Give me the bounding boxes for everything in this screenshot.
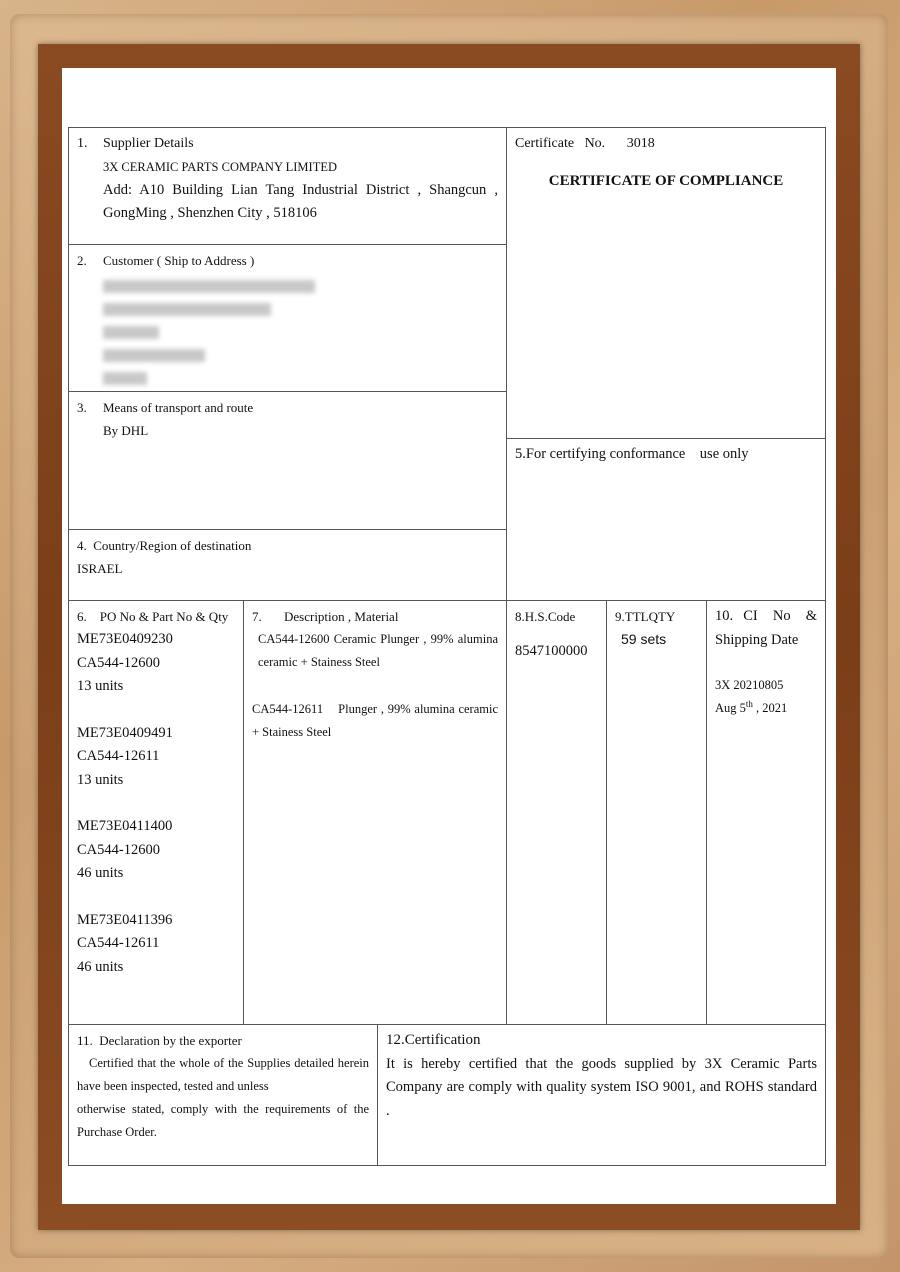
certificate-number-label: Certificate No. [515, 136, 606, 151]
total-qty-value: 59 sets [621, 631, 667, 647]
po-item [77, 909, 235, 980]
conformance-heading: 5.For certifying conformance use only [515, 446, 749, 462]
po-item [77, 722, 235, 793]
destination-heading: 4. Country/Region of destination [77, 538, 252, 553]
total-qty-heading: 9.TTLQTY [615, 609, 676, 624]
hs-code-value: 8547100000 [515, 643, 588, 659]
section-number: 2. [77, 253, 87, 268]
conformance-section [506, 438, 826, 601]
part-number: CA544-12611 [77, 935, 160, 951]
section-number: 7. [252, 609, 262, 624]
part-qty: 46 units [77, 958, 124, 975]
total-qty-column [606, 600, 707, 1025]
part-qty: 13 units [77, 771, 124, 788]
declaration-text: otherwise stated, comply with the requirements of the Purchase Order. [77, 1102, 369, 1139]
part-qty: 13 units [77, 678, 124, 694]
certificate-document [62, 68, 836, 1204]
redacted-line [103, 280, 315, 293]
supplier-company: 3X CERAMIC PARTS COMPANY LIMITED [103, 159, 338, 174]
description-heading: Description , Material [284, 609, 399, 624]
ci-number: 3X 20210805 [715, 678, 784, 692]
destination-value: ISRAEL [77, 561, 123, 576]
po-column [68, 600, 244, 1025]
certificate-section [506, 127, 826, 439]
declaration-heading: 11. Declaration by the exporter [77, 1033, 242, 1048]
customer-heading: Customer ( Ship to Address ) [103, 253, 255, 268]
certification-heading: 12.Certification [386, 1032, 481, 1048]
certificate-title: CERTIFICATE OF COMPLIANCE [548, 172, 784, 189]
supplier-section [68, 127, 507, 245]
po-number: ME73E0411400 [77, 818, 173, 834]
hs-code-column [506, 600, 607, 1025]
supplier-heading: Supplier Details [103, 136, 194, 151]
po-heading: 6. PO No & Part No & Qty [77, 609, 229, 624]
po-item [77, 628, 235, 699]
part-number: CA544-12611 [77, 748, 160, 764]
customer-address-redacted [77, 280, 498, 385]
section-number: 1. [77, 136, 88, 151]
ci-shipping-column [706, 600, 826, 1025]
po-item [77, 815, 235, 886]
customer-section [68, 244, 507, 392]
section-number: 3. [77, 400, 87, 415]
destination-section [68, 529, 507, 601]
redacted-line [103, 372, 147, 385]
declaration-section [68, 1024, 378, 1166]
transport-section [68, 391, 507, 530]
po-number: ME73E0409230 [77, 631, 173, 647]
description-item: CA544-12600 Ceramic Plunger , 99% alumina ceramic + Stainess Steel [258, 632, 502, 669]
po-number: ME73E0411396 [77, 911, 173, 928]
supplier-address: Add: A10 Building Lian Tang Industrial District , Shangcun , GongMing , Shenzhen City , 518106 [103, 181, 498, 221]
shipping-date: Aug 5th , 2021 [715, 698, 788, 715]
redacted-line [103, 326, 159, 339]
po-number: ME73E0409491 [77, 724, 173, 741]
ci-heading: 10. CI No & Shipping Date [715, 608, 828, 648]
certification-section [377, 1024, 826, 1166]
part-qty: 46 units [77, 865, 124, 881]
transport-heading: Means of transport and route [103, 400, 254, 415]
part-number: CA544-12600 [77, 841, 160, 858]
hs-code-heading: 8.H.S.Code [515, 609, 576, 624]
certificate-number: 3018 [626, 136, 655, 151]
transport-value: By DHL [103, 423, 149, 438]
redacted-line [103, 303, 271, 316]
certification-text: It is hereby certified that the goods supplied by 3X Ceramic Parts Company are comply with quality system ISO 9001, and ROHS standard . [386, 1055, 817, 1119]
description-item: CA544-12611 Plunger , 99% alumina ceramic + Stainess Steel [252, 702, 502, 739]
part-number: CA544-12600 [77, 654, 160, 671]
declaration-text: Certified that the whole of the Supplies detailed herein have been inspected, tested and unless [77, 1056, 369, 1093]
description-column [243, 600, 507, 1025]
redacted-line [103, 349, 205, 362]
